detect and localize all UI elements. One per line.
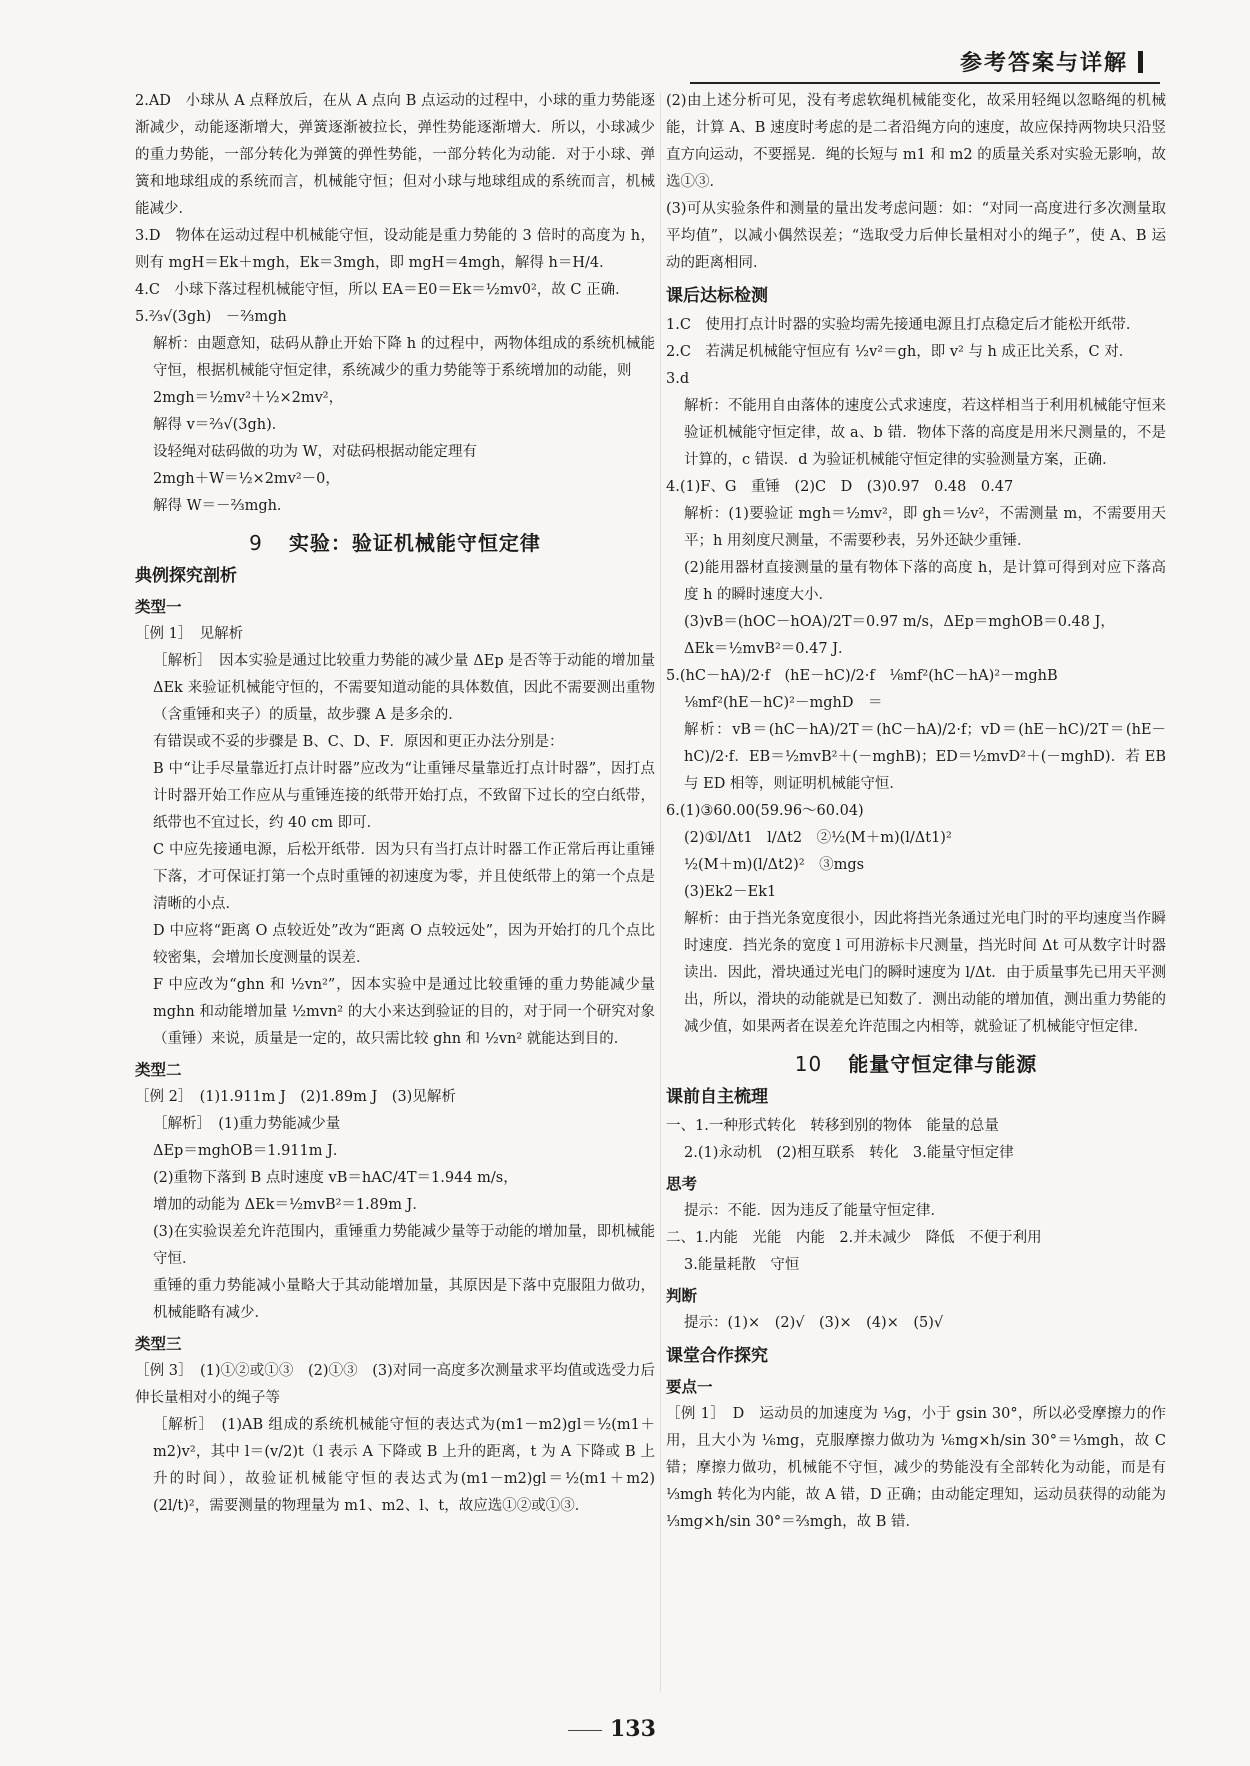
answer-6: 6.(1)③60.00(59.96～60.04): [666, 803, 864, 819]
analysis: ［解析］ (1)AB 组成的系统机械能守恒的表达式为(m1－m2)gl＝½(m1＋m2)v²，其中 l＝(v/2)t（l 表示 A 下降或 B 上升的距离，t 为 A 下降或 B 上升的时间），故验证机械能守恒的表达式为(m1－m2)gl＝½(m1＋m2)(2l/t)²，需要测量的物理量为 m1、m2、l、t，故应选①②或①③．: [153, 1417, 655, 1514]
answer-3: 3.D 物体在运动过程中机械能守恒，设动能是重力势能的 3 倍时的高度为 h，则有 mgH＝Ek＋mgh，Ek＝3mgh，即 mgH＝4mgh，解得 h＝H/4．: [135, 228, 655, 271]
equation-line: (2)重物下落到 B 点时速度 vB＝hAC/4T＝1.944 m/s，: [153, 1170, 518, 1186]
answer-4: 4.C 小球下落过程机械能守恒，所以 EA＝E0＝Ek＝½mv0²，故 C 正确．: [135, 282, 630, 298]
equation-line: ΔEp＝mghOB＝1.911m J．: [153, 1143, 348, 1159]
answer-1: 1.C 使用打点计时器的实验均需先接通电源且打点稳定后才能松开纸带．: [666, 317, 1141, 333]
type-heading: 类型三: [135, 1335, 182, 1353]
answer-5-analysis: 解析：由题意知，砝码从静止开始下降 h 的过程中，两物体组成的系统机械能守恒，根据机械能守恒定律，系统减少的重力势能等于系统增加的动能，则: [153, 336, 655, 379]
answer-2: 2.C 若满足机械能守恒应有 ½v²＝gh，即 v² 与 h 成正比关系，C 对．: [666, 344, 1134, 360]
equation-line: (2)①l/Δt1 l/Δt2 ②½(M＋m)(l/Δt1)²: [684, 830, 952, 846]
text-line: 2.(1)永动机 (2)相互联系 转化 3.能量守恒定律: [684, 1145, 1014, 1161]
answer-4: 4.(1)F、G 重锤 (2)C D (3)0.97 0.48 0.47: [666, 479, 1014, 495]
equation-line: ½(M＋m)(l/Δt2)² ③mgs: [684, 857, 865, 873]
answer-5: 5.⅔√(3gh) －⅔mgh: [135, 309, 287, 325]
text-line: F 中应改为“ghn 和 ½vn²”，因本实验中是通过比较重锤的重力势能减少量 mghn 和动能增加量 ½mvn² 的大小来达到验证的目的，对于同一个研究对象（重锤）来说，质量是一定的，故只需比较 ghn 和 ½vn² 就能达到目的．: [153, 977, 655, 1047]
example-3: ［例 3］ (1)①②或①③ (2)①③ (3)对同一高度多次测量求平均值或选受力后伸长量相对小的绳子等: [135, 1363, 655, 1406]
column-divider: [660, 92, 661, 1692]
subheading: 思考: [666, 1175, 698, 1193]
text-line: D 中应将“距离 O 点较近处”改为“距离 O 点较远处”，因为开始打的几个点比较密集，会增加长度测量的误差．: [153, 923, 655, 966]
analysis: 解析：(1)要验证 mgh＝½mv²，即 gh＝½v²，不需测量 m，不需要用天平；h 用刻度尺测量，不需要秒表，另外还缺少重锤．: [684, 506, 1166, 549]
analysis: ［解析］ 因本实验是通过比较重力势能的减少量 ΔEp 是否等于动能的增加量 ΔEk 来验证机械能守恒的，不需要知道动能的具体数值，因此不需要测出重物（含重锤和夹子）的质量，故步骤 A 是多余的．: [153, 653, 655, 723]
right-column: [666, 88, 1166, 1688]
analysis: 解析：vB＝(hC－hA)/2T＝(hC－hA)/2·f；vD＝(hE－hC)/2T＝(hE－hC)/2·f．EB＝½mvB²＋(－mghB)；ED＝½mvD²＋(－mghD)．若 EB 与 ED 相等，则证明机械能守恒．: [684, 722, 1166, 792]
equation-line: ⅛mf²(hE－hC)²－mghD ＝: [684, 695, 883, 711]
equation-line: 2mgh＝½mv²＋½×2mv²，: [153, 390, 344, 406]
text-line: (2)由上述分析可见，没有考虑软绳机械能变化，故采用轻绳以忽略绳的机械能，计算 A、B 速度时考虑的是二者沿绳方向的速度，故应保持两物块只沿竖直方向运动，不要摇晃．绳的长短与 m1 和 m2 的质量关系对实验无影响，故选①③．: [666, 93, 1166, 190]
text-line: 重锤的重力势能减小量略大于其动能增加量，其原因是下落中克服阻力做功，机械能略有减少．: [153, 1278, 655, 1321]
page-header: [960, 46, 1160, 82]
left-column: [135, 88, 655, 1688]
equation-line: 增加的动能为 ΔEk＝½mvB²＝1.89m J．: [153, 1197, 427, 1213]
equation-line: (3)Ek2－Ek1: [684, 884, 777, 900]
equation-line: 解得 W＝－⅔mgh．: [153, 498, 292, 514]
answer-2: 2.AD 小球从 A 点释放后，在从 A 点向 B 点运动的过程中，小球的重力势能逐渐减少，动能逐渐增大，弹簧逐渐被拉长，弹性势能逐渐增大．所以，小球减少的重力势能，一部分转化为弹簧的弹性势能，一部分转化为动能．对于小球、弹簧和地球组成的系统而言，机械能守恒；但对小球与地球组成的系统而言，机械能减少．: [135, 93, 655, 217]
text-line: 提示：(1)× (2)√ (3)× (4)× (5)√: [684, 1315, 944, 1331]
subheading: 判断: [666, 1287, 698, 1305]
type-heading: 类型一: [135, 598, 182, 616]
subheading: 课堂合作探究: [666, 1346, 768, 1366]
section-9-title: [135, 530, 655, 557]
text-line: C 中应先接通电源，后松开纸带．因为只有当打点计时器工作正常后再让重锤下落，才可保证打第一个点时重锤的初速度为零，并且使纸带上的第一个点是清晰的小点．: [153, 842, 655, 912]
answer-5: 5.(hC－hA)/2·f (hE－hC)/2·f ⅛mf²(hC－hA)²－mghB: [666, 668, 1058, 684]
header-rule: [690, 82, 1160, 84]
section-title: 实验：验证机械能守恒定律: [288, 531, 541, 555]
text-line: 设轻绳对砝码做的功为 W，对砝码根据动能定理有: [153, 444, 478, 460]
subheading: 典例探究剖析: [135, 566, 237, 586]
text-line: 一、1.一种形式转化 转移到别的物体 能量的总量: [666, 1118, 999, 1134]
subheading: 课后达标检测: [666, 286, 768, 306]
analysis: ［解析］ (1)重力势能减少量: [153, 1116, 341, 1132]
subheading: 要点一: [666, 1378, 713, 1396]
type-heading: 类型二: [135, 1061, 182, 1079]
header-bar: [1138, 51, 1143, 73]
analysis: 解析：不能用自由落体的速度公式求速度，若这样相当于利用机械能守恒来验证机械能守恒定律，故 a、b 错．物体下落的高度是用米尺测量的，不是计算的，c 错误．d 为验证机械能守恒定律的实验测量方案，正确．: [684, 398, 1166, 468]
example-1: ［例 1］ 见解析: [135, 626, 244, 642]
example-1: ［例 1］ D 运动员的加速度为 ⅓g，小于 gsin 30°，所以必受摩擦力的作用，且大小为 ⅙mg，克服摩擦力做功为 ⅙mg×h/sin 30°＝⅓mgh，故 C 错；摩擦力做功，机械能不守恒，减少的势能没有全部转化为动能，而是有 ⅓mgh 转化为内能，故 A 错，D 正确；由动能定理知，运动员获得的动能为 ⅓mg×h/sin 30°＝⅔mgh，故 B 错．: [666, 1406, 1166, 1530]
equation-line: 2mgh＋W＝½×2mv²－0，: [153, 471, 340, 487]
text-line: 有错误或不妥的步骤是 B、C、D、F．原因和更正办法分别是：: [153, 734, 564, 750]
text-line: (3)在实验误差允许范围内，重锤重力势能减少量等于动能的增加量，即机械能守恒．: [153, 1224, 655, 1267]
page-number: 133: [610, 1716, 656, 1742]
text-line: 提示：不能．因为违反了能量守恒定律．: [684, 1203, 945, 1219]
example-2: ［例 2］ (1)1.911m J (2)1.89m J (3)见解析: [135, 1089, 456, 1105]
text-line: (3)可从实验条件和测量的量出发考虑问题：如：“对同一高度进行多次测量取平均值”，以减小偶然误差；“选取受力后伸长量相对小的绳子”，使 A、B 运动的距离相同．: [666, 201, 1166, 271]
text-line: (2)能用器材直接测量的量有物体下落的高度 h，是计算可得到对应下落高度 h 的瞬时速度大小．: [684, 560, 1166, 603]
answer-3: 3.d: [666, 371, 690, 387]
section-title: 能量守恒定律与能源: [848, 1052, 1038, 1076]
analysis: 解析：由于挡光条宽度很小，因此将挡光条通过光电门时的平均速度当作瞬时速度．挡光条的宽度 l 可用游标卡尺测量，挡光时间 Δt 可从数字计时器读出．因此，滑块通过光电门的瞬时速度为 l/Δt．由于质量事先已用天平测出，所以，滑块的动能就是已知数了．测出动能的增加值，测出重力势能的减少值，如果两者在误差允许范围之内相等，就验证了机械能守恒定律．: [684, 911, 1166, 1035]
equation-line: 解得 v＝⅔√(3gh)．: [153, 417, 287, 433]
equation-line: (3)vB＝(hOC－hOA)/2T＝0.97 m/s，ΔEp＝mghOB＝0.48 J，: [684, 614, 1115, 630]
section-10-title: [666, 1051, 1166, 1078]
text-line: 二、1.内能 光能 内能 2.并未减少 降低 不便于利用: [666, 1230, 1042, 1246]
subheading: 课前自主梳理: [666, 1087, 768, 1107]
header-title: 参考答案与详解: [960, 50, 1129, 76]
section-number: 10: [794, 1052, 823, 1076]
text-line: 3.能量耗散 守恒: [684, 1257, 800, 1273]
equation-line: ΔEk＝½mvB²＝0.47 J．: [684, 641, 853, 657]
section-number: 9: [249, 531, 263, 555]
text-line: B 中“让手尽量靠近打点计时器”应改为“让重锤尽量靠近打点计时器”，因打点计时器开始工作应从与重锤连接的纸带开始打点，不致留下过长的空白纸带，纸带也不宜过长，约 40 cm 即可．: [153, 761, 655, 831]
